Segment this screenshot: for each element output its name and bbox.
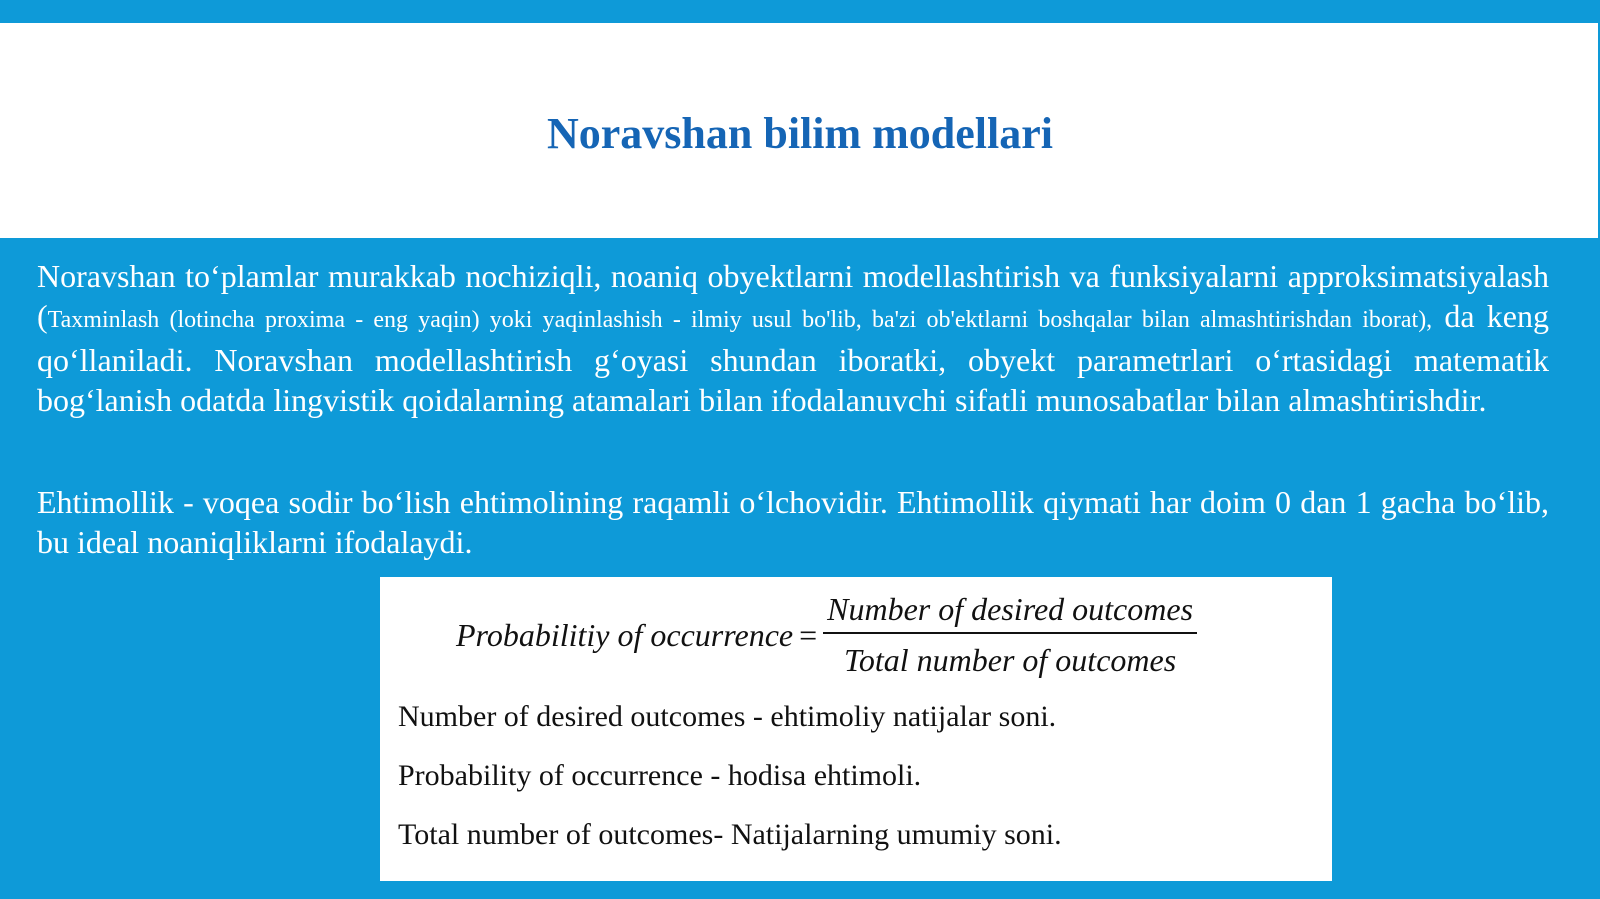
paragraph-fuzzy-sets: [37, 256, 1549, 420]
definition-total-outcomes: Total number of outcomes- Natijalarning umumiy soni.: [398, 818, 1062, 851]
formula-panel: [380, 577, 1332, 881]
formula-fraction: [823, 591, 1197, 679]
slide-title: Noravshan bilim modellari: [546, 109, 1054, 158]
approximation-note: Taxminlash (lotincha proxima - eng yaqin) yoki yaqinlashish - ilmiy usul bo'lib, ba'zi ob'ektlarni boshqalar bilan almashtirishdan iborat),: [47, 307, 1433, 333]
formula-numerator: Number of desired outcomes: [827, 591, 1194, 627]
formula-equals: =: [799, 616, 818, 653]
paragraph-fuzzy-sets-part2: da keng qo‘llaniladi. Noravshan modellashtirish g‘oyasi shundan iboratki, obyekt parametrlari o‘rtasidagi matematik bog‘lanish odatda lingvistik qoidalarning atamalari bilan ifodalanuvchi sifatli munosabatlar bilan almashtirishdir.: [37, 298, 1550, 418]
paragraph-fuzzy-sets-part1: Noravshan to‘plamlar murakkab nochiziqli, noaniq obyektlarni modellashtirish va funksiyalarni approksimatsiyalash (: [37, 258, 1549, 334]
top-strip: [0, 0, 1600, 23]
formula-lhs: Probabilitiy of occurrence: [456, 616, 794, 653]
probability-formula: [456, 585, 1197, 685]
formula-denominator: Total number of outcomes: [844, 642, 1177, 678]
definition-desired-outcomes: Number of desired outcomes - ehtimoliy natijalar soni.: [398, 700, 1057, 733]
paragraph-probability: Ehtimollik - voqea sodir bo‘lish ehtimolining raqamli o‘lchovidir. Ehtimollik qiymati har doim 0 dan 1 gacha bo‘lib, bu ideal noaniqliklarni ifodalaydi.: [37, 484, 1549, 560]
definition-probability-of-occurrence: Probability of occurrence - hodisa ehtimoli.: [398, 759, 922, 792]
